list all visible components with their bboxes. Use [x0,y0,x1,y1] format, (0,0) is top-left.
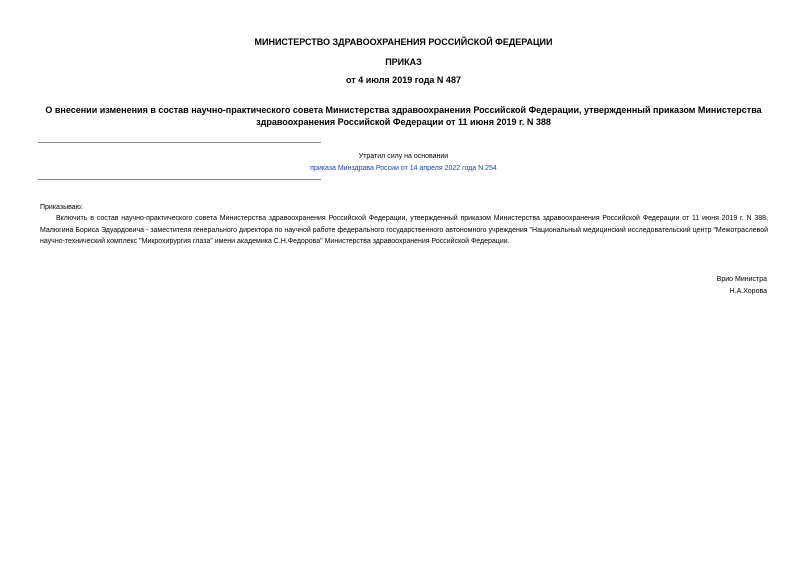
order-intro: Приказываю: [40,204,83,211]
order-paragraph: Включить в состав научно-практического совета Министерства здравоохранения Российской Федерации, утвержденный приказом Министерства здравоохранения Российской Федерации от 11 июня 2019 г. N 388, Малюгина Бориса Эдуардовича - заместителя генерального директора по научной работе федерального государственного автономного учреждения "Национальный медицинский исследовательский центр "Межотраслевой научно-технический комплекс "Микрохирургия глаза" имени академика С.Н.Федорова" Министерства здравоохранения Российской Федерации. [40,215,768,245]
document-type-heading: ПРИКАЗ [385,57,422,67]
ministry-heading: МИНИСТЕРСТВО ЗДРАВООХРАНЕНИЯ РОССИЙСКОЙ ФЕДЕРАЦИИ [254,37,553,47]
signatory-name: Н.А.Хорова [729,288,767,295]
divider-bottom [38,179,321,180]
status-note: Утратил силу на основании [358,153,449,160]
signatory-position: Врио Министра [716,276,767,283]
divider-top [38,142,321,143]
document-title: О внесении изменения в состав научно-практического совета Министерства здравоохранения Российской Федерации, утвержденный приказом Министерства здравоохранения Российской Федерации от 11 июня 2019 г. N 388 [45,105,762,127]
date-number-heading: от 4 июля 2019 года N 487 [346,75,461,85]
repeal-order-link[interactable]: приказа Минздрава России от 14 апреля 2022 года N 254 [310,165,497,172]
